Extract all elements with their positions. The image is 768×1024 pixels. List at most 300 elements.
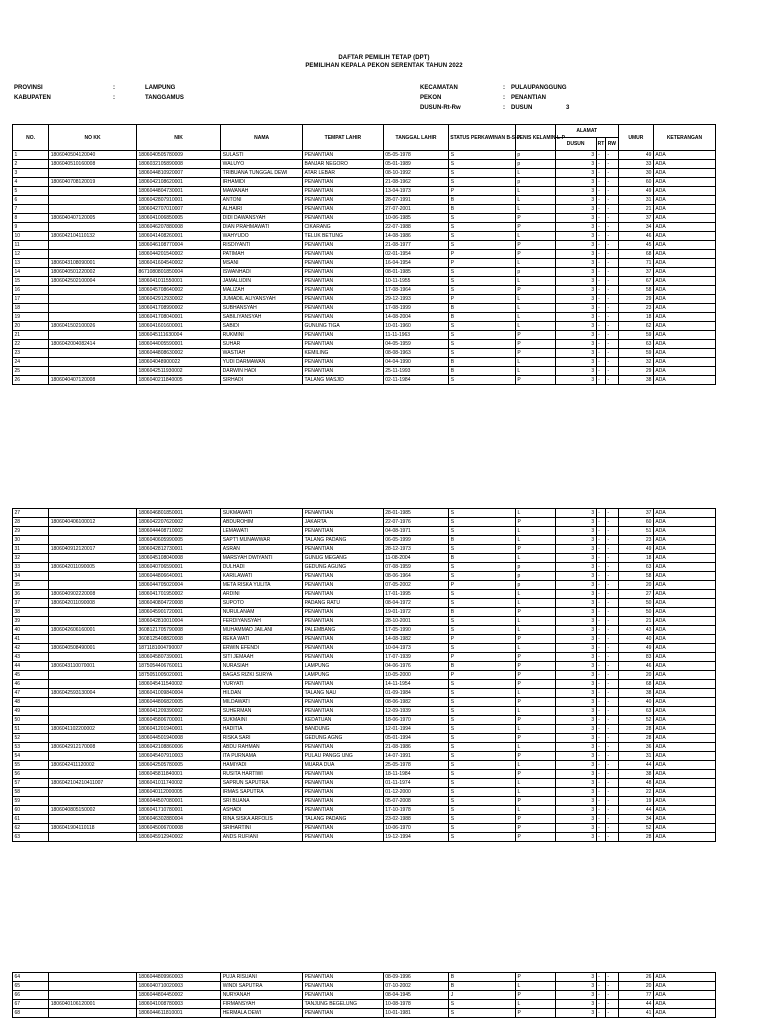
cell-rw: - — [605, 268, 618, 277]
cell-nama: ABDU RAHMAN — [221, 743, 303, 752]
cell-nik: 1806042511930002 — [136, 367, 220, 376]
cell-jk: L — [515, 527, 555, 536]
cell-tanggal: 07-10-2002 — [383, 982, 449, 991]
cell-jk: p — [515, 581, 555, 590]
cell-nama: SULASTI — [221, 151, 303, 160]
cell-nokk: 1806043108090001 — [49, 259, 137, 268]
cell-jk: L — [515, 707, 555, 716]
cell-dusun: 3 — [555, 313, 596, 322]
cell-tempat: PENANTIAN — [303, 259, 384, 268]
cell-dusun: 3 — [555, 824, 596, 833]
cell-rw: - — [605, 698, 618, 707]
cell-nokk: 1806040708120019 — [49, 178, 137, 187]
cell-nama: WALUYO — [221, 160, 303, 169]
table-row — [13, 151, 716, 160]
cell-jk: L — [515, 169, 555, 178]
cell-nik: 1875051005020001 — [136, 671, 220, 680]
cell-rt: - — [596, 286, 605, 295]
cell-status: S — [449, 716, 516, 725]
cell-no: 13 — [13, 259, 49, 268]
cell-umur: 28 — [618, 734, 653, 743]
cell-nik: 1806041708990002 — [136, 304, 220, 313]
cell-jk: L — [515, 982, 555, 991]
cell-rt: - — [596, 788, 605, 797]
cell-umur: 23 — [618, 304, 653, 313]
cell-tempat: PENANTIAN — [303, 268, 384, 277]
cell-dusun: 3 — [555, 734, 596, 743]
cell-status: S — [449, 680, 516, 689]
cell-umur: 68 — [618, 250, 653, 259]
cell-status: S — [449, 1009, 516, 1018]
cell-tempat: PENANTIAN — [303, 358, 384, 367]
cell-nokk — [49, 286, 137, 295]
cell-nama: SAPRUN SAPUTRA — [221, 779, 303, 788]
table-row — [13, 617, 716, 626]
cell-dusun: 3 — [555, 160, 596, 169]
cell-ket: ADA — [653, 536, 715, 545]
cell-rt: - — [596, 662, 605, 671]
cell-nama: IRHAMIDI — [221, 178, 303, 187]
cell-tempat: PENANTIAN — [303, 331, 384, 340]
cell-nik: 1806045811840001 — [136, 770, 220, 779]
cell-nik: 1806042108860006 — [136, 743, 220, 752]
cell-rw: - — [605, 761, 618, 770]
cell-rt: - — [596, 725, 605, 734]
cell-nik: 3608121705790008 — [136, 626, 220, 635]
cell-no: 44 — [13, 662, 49, 671]
cell-ket: ADA — [653, 698, 715, 707]
cell-jk: P — [515, 214, 555, 223]
cell-ket: ADA — [653, 241, 715, 250]
cell-rt: - — [596, 304, 605, 313]
cell-jk: P — [515, 680, 555, 689]
cell-jk: L — [515, 779, 555, 788]
cell-dusun: 3 — [555, 358, 596, 367]
cell-nokk — [49, 572, 137, 581]
cell-jk: P — [515, 653, 555, 662]
cell-rw: - — [605, 527, 618, 536]
cell-rw: - — [605, 626, 618, 635]
cell-nokk: 1806040406100012 — [49, 518, 137, 527]
cell-dusun: 3 — [555, 349, 596, 358]
cell-tanggal: 04-06-1976 — [383, 662, 449, 671]
cell-no: 54 — [13, 752, 49, 761]
cell-nama: SUBHANSYAH — [221, 304, 303, 313]
cell-status: P — [449, 250, 516, 259]
cell-dusun: 3 — [555, 689, 596, 698]
cell-tempat: GUNUNG TIGA — [303, 322, 384, 331]
cell-dusun: 3 — [555, 581, 596, 590]
cell-nama: ISWANHADI — [221, 268, 303, 277]
cell-rw: - — [605, 734, 618, 743]
cell-dusun: 3 — [555, 698, 596, 707]
cell-nokk: 1806042104110132 — [49, 232, 137, 241]
cell-rw: - — [605, 590, 618, 599]
cell-status: S — [449, 788, 516, 797]
cell-nama: DULHADI — [221, 563, 303, 572]
cell-nokk — [49, 680, 137, 689]
cell-status: S — [449, 376, 516, 385]
cell-nokk — [49, 295, 137, 304]
cell-nik: 1806042505780005 — [136, 761, 220, 770]
table-row — [13, 833, 716, 842]
cell-jk: P — [515, 770, 555, 779]
table-row — [13, 716, 716, 725]
table-row — [13, 824, 716, 833]
cell-rw: - — [605, 653, 618, 662]
cell-status: P — [449, 581, 516, 590]
cell-dusun: 3 — [555, 662, 596, 671]
cell-jk: L — [515, 277, 555, 286]
cell-dusun: 3 — [555, 554, 596, 563]
cell-nik: 1806042108620001 — [136, 178, 220, 187]
cell-no: 29 — [13, 527, 49, 536]
cell-tanggal: 17-08-1964 — [383, 286, 449, 295]
cell-tanggal: 14-07-1991 — [383, 752, 449, 761]
cell-rt: - — [596, 223, 605, 232]
cell-tanggal: 08-06-1982 — [383, 698, 449, 707]
cell-jk: P — [515, 608, 555, 617]
cell-tempat: PULAU PANGG UNG — [303, 752, 384, 761]
cell-nokk — [49, 205, 137, 214]
table-row — [13, 581, 716, 590]
cell-nama: YURYATI — [221, 680, 303, 689]
cell-rw: - — [605, 277, 618, 286]
table-row — [13, 698, 716, 707]
cell-rw: - — [605, 518, 618, 527]
cell-nik: 1806045912940002 — [136, 833, 220, 842]
cell-rt: - — [596, 680, 605, 689]
cell-status: S — [449, 725, 516, 734]
cell-ket: ADA — [653, 973, 715, 982]
cell-rt: - — [596, 707, 605, 716]
cell-rt: - — [596, 617, 605, 626]
col-header-rt: RT — [596, 138, 605, 151]
cell-nik: 1806044507080001 — [136, 797, 220, 806]
cell-tempat: BANJAR NEGORO — [303, 160, 384, 169]
cell-status: B — [449, 662, 516, 671]
cell-tempat: PENANTIAN — [303, 151, 384, 160]
cell-dusun: 3 — [555, 376, 596, 385]
cell-ket: ADA — [653, 617, 715, 626]
cell-status: S — [449, 590, 516, 599]
cell-no: 63 — [13, 833, 49, 842]
cell-rt: - — [596, 196, 605, 205]
cell-rw: - — [605, 599, 618, 608]
cell-umur: 21 — [618, 205, 653, 214]
cell-tanggal: 28-12-1973 — [383, 545, 449, 554]
cell-nik: 1806040710020003 — [136, 982, 220, 991]
cell-jk: P — [515, 545, 555, 554]
cell-umur: 49 — [618, 644, 653, 653]
cell-nama: ERWIN EFENDI — [221, 644, 303, 653]
cell-rw: - — [605, 608, 618, 617]
table-row — [13, 734, 716, 743]
cell-no: 6 — [13, 196, 49, 205]
cell-tanggal: 02-01-1954 — [383, 250, 449, 259]
cell-umur: 58 — [618, 286, 653, 295]
cell-dusun: 3 — [555, 527, 596, 536]
cell-tanggal: 06-05-1999 — [383, 536, 449, 545]
cell-tanggal: 17-01-1995 — [383, 590, 449, 599]
table-row — [13, 973, 716, 982]
cell-nik: 1806040706590001 — [136, 563, 220, 572]
cell-nokk: 1806040501220002 — [49, 268, 137, 277]
cell-rt: - — [596, 644, 605, 653]
cell-nama: YUDI DARMAWAN — [221, 358, 303, 367]
cell-tanggal: 17-10-1978 — [383, 806, 449, 815]
cell-status: S — [449, 268, 516, 277]
dusun-colon: : — [503, 105, 505, 111]
cell-no: 38 — [13, 608, 49, 617]
cell-nik: 8671080801850004 — [136, 268, 220, 277]
cell-tanggal: 10-06-1970 — [383, 824, 449, 833]
cell-nama: MSANI — [221, 259, 303, 268]
cell-dusun: 3 — [555, 653, 596, 662]
cell-dusun: 3 — [555, 295, 596, 304]
cell-status: S — [449, 286, 516, 295]
cell-tanggal: 08-09-1996 — [383, 973, 449, 982]
cell-nokk — [49, 358, 137, 367]
cell-no: 37 — [13, 599, 49, 608]
cell-rw: - — [605, 223, 618, 232]
cell-nokk — [49, 581, 137, 590]
cell-status: S — [449, 797, 516, 806]
cell-status: S — [449, 545, 516, 554]
cell-no: 3 — [13, 169, 49, 178]
cell-umur: 40 — [618, 698, 653, 707]
cell-nama: SUHAR — [221, 340, 303, 349]
cell-rt: - — [596, 770, 605, 779]
cell-nama: ABDUROHIM — [221, 518, 303, 527]
cell-nama: DIDI DAWANSYAH — [221, 214, 303, 223]
cell-status: S — [449, 815, 516, 824]
cell-nokk — [49, 734, 137, 743]
cell-jk: L — [515, 725, 555, 734]
cell-umur: 30 — [618, 169, 653, 178]
table-row — [13, 169, 716, 178]
cell-status: P — [449, 295, 516, 304]
cell-nokk — [49, 250, 137, 259]
cell-umur: 50 — [618, 599, 653, 608]
cell-nokk: 1806040407120005 — [49, 214, 137, 223]
table-row — [13, 788, 716, 797]
cell-no: 58 — [13, 788, 49, 797]
cell-rt: - — [596, 1000, 605, 1009]
cell-jk: P — [515, 340, 555, 349]
cell-umur: 34 — [618, 223, 653, 232]
cell-status: B — [449, 973, 516, 982]
cell-ket: ADA — [653, 196, 715, 205]
cell-status: B — [449, 313, 516, 322]
cell-no: 33 — [13, 563, 49, 572]
cell-rt: - — [596, 259, 605, 268]
cell-ket: ADA — [653, 716, 715, 725]
cell-status: S — [449, 644, 516, 653]
cell-nik: 1806041008780003 — [136, 1000, 220, 1009]
cell-umur: 48 — [618, 779, 653, 788]
cell-nama: FERDIYANSYAH — [221, 617, 303, 626]
cell-jk: L — [515, 367, 555, 376]
cell-tanggal: 17-08-1999 — [383, 304, 449, 313]
cell-tanggal: 17-07-1939 — [383, 653, 449, 662]
cell-nama: SUKMAINI — [221, 716, 303, 725]
cell-umur: 18 — [618, 313, 653, 322]
cell-umur: 50 — [618, 608, 653, 617]
cell-nik: 1806041710780001 — [136, 806, 220, 815]
cell-jk: P — [515, 331, 555, 340]
cell-status: S — [449, 160, 516, 169]
table-row — [13, 232, 716, 241]
cell-no: 4 — [13, 178, 49, 187]
cell-dusun: 3 — [555, 1009, 596, 1018]
cell-tanggal: 01-09-1984 — [383, 689, 449, 698]
cell-no: 9 — [13, 223, 49, 232]
table-row — [13, 743, 716, 752]
cell-nokk — [49, 313, 137, 322]
cell-rw: - — [605, 725, 618, 734]
cell-status: S — [449, 527, 516, 536]
cell-tempat: PENANTIAN — [303, 788, 384, 797]
cell-dusun: 3 — [555, 367, 596, 376]
cell-rt: - — [596, 205, 605, 214]
cell-tanggal: 25-05-1978 — [383, 761, 449, 770]
cell-tempat: PALEMBANG — [303, 626, 384, 635]
cell-rt: - — [596, 797, 605, 806]
cell-ket: ADA — [653, 286, 715, 295]
cell-rw: - — [605, 752, 618, 761]
cell-rt: - — [596, 716, 605, 725]
cell-status: S — [449, 169, 516, 178]
cell-rw: - — [605, 178, 618, 187]
cell-umur: 21 — [618, 617, 653, 626]
cell-ket: ADA — [653, 259, 715, 268]
cell-umur: 52 — [618, 716, 653, 725]
cell-jk: L — [515, 689, 555, 698]
cell-nokk — [49, 797, 137, 806]
cell-nokk — [49, 304, 137, 313]
cell-tanggal: 10-05-2000 — [383, 671, 449, 680]
table-row — [13, 599, 716, 608]
cell-jk: L — [515, 617, 555, 626]
cell-nik: 1806045901720001 — [136, 608, 220, 617]
cell-umur: 38 — [618, 689, 653, 698]
cell-umur: 51 — [618, 527, 653, 536]
cell-no: 49 — [13, 707, 49, 716]
cell-umur: 37 — [618, 268, 653, 277]
cell-nokk — [49, 752, 137, 761]
cell-tanggal: 10-01-1960 — [383, 322, 449, 331]
kabupaten-value: TANGGAMUS — [145, 95, 184, 101]
cell-ket: ADA — [653, 725, 715, 734]
cell-ket: ADA — [653, 527, 715, 536]
cell-tempat: PENANTIAN — [303, 205, 384, 214]
cell-umur: 31 — [618, 196, 653, 205]
cell-rw: - — [605, 545, 618, 554]
cell-nama: SAPT'I MUNAWWAR — [221, 536, 303, 545]
cell-tempat: PENANTIAN — [303, 973, 384, 982]
cell-no: 48 — [13, 698, 49, 707]
cell-nik: 1806044806640001 — [136, 572, 220, 581]
cell-umur: 44 — [618, 761, 653, 770]
cell-jk: P — [515, 241, 555, 250]
cell-nama: HADITIA — [221, 725, 303, 734]
cell-ket: ADA — [653, 572, 715, 581]
cell-no: 14 — [13, 268, 49, 277]
cell-nik: 1806044501940008 — [136, 734, 220, 743]
table-row — [13, 680, 716, 689]
cell-ket: ADA — [653, 277, 715, 286]
cell-nama: SUHERMAN — [221, 707, 303, 716]
cell-tempat: KEMILING — [303, 349, 384, 358]
cell-tanggal: 10-01-1981 — [383, 1009, 449, 1018]
cell-ket: ADA — [653, 779, 715, 788]
table-row — [13, 349, 716, 358]
cell-rw: - — [605, 797, 618, 806]
cell-jk: L — [515, 509, 555, 518]
cell-tempat: PENANTIAN — [303, 250, 384, 259]
cell-jk: L — [515, 313, 555, 322]
cell-rw: - — [605, 572, 618, 581]
cell-umur: 63 — [618, 340, 653, 349]
cell-ket: ADA — [653, 671, 715, 680]
table-row — [13, 196, 716, 205]
cell-no: 28 — [13, 518, 49, 527]
table-row — [13, 1000, 716, 1009]
cell-no: 8 — [13, 214, 49, 223]
cell-no: 31 — [13, 545, 49, 554]
cell-dusun: 3 — [555, 277, 596, 286]
cell-umur: 60 — [618, 518, 653, 527]
cell-tanggal: 01-11-1974 — [383, 779, 449, 788]
cell-jk: L — [515, 232, 555, 241]
cell-ket: ADA — [653, 608, 715, 617]
cell-rt: - — [596, 554, 605, 563]
cell-jk: L — [515, 187, 555, 196]
cell-status: S — [449, 277, 516, 286]
cell-tempat: PENANTIAN — [303, 698, 384, 707]
cell-ket: ADA — [653, 349, 715, 358]
pekon-label: PEKON — [420, 95, 442, 101]
cell-jk: P — [515, 671, 555, 680]
cell-umur: 38 — [618, 376, 653, 385]
cell-no: 22 — [13, 340, 49, 349]
cell-dusun: 3 — [555, 761, 596, 770]
cell-rt: - — [596, 536, 605, 545]
cell-umur: 18 — [618, 554, 653, 563]
document-subtitle: PEMILIHAN KEPALA PEKON SERENTAK TAHUN 2022 — [305, 63, 463, 69]
table-row — [13, 340, 716, 349]
cell-status: B — [449, 196, 516, 205]
cell-ket: ADA — [653, 581, 715, 590]
cell-status: S — [449, 349, 516, 358]
cell-nik: 1806045006700008 — [136, 824, 220, 833]
cell-ket: ADA — [653, 509, 715, 518]
cell-ket: ADA — [653, 178, 715, 187]
cell-no: 11 — [13, 241, 49, 250]
cell-umur: 44 — [618, 806, 653, 815]
cell-rw: - — [605, 788, 618, 797]
cell-dusun: 3 — [555, 779, 596, 788]
cell-rw: - — [605, 716, 618, 725]
cell-nokk: 1806042004082414 — [49, 340, 137, 349]
cell-nik: 1806044201540002 — [136, 250, 220, 259]
cell-nokk: 1806040508490001 — [49, 644, 137, 653]
cell-nama: SRIHARTINI — [221, 824, 303, 833]
cell-tanggal: 22-07-1976 — [383, 518, 449, 527]
cell-nik: 1806044806820005 — [136, 698, 220, 707]
cell-no: 2 — [13, 160, 49, 169]
